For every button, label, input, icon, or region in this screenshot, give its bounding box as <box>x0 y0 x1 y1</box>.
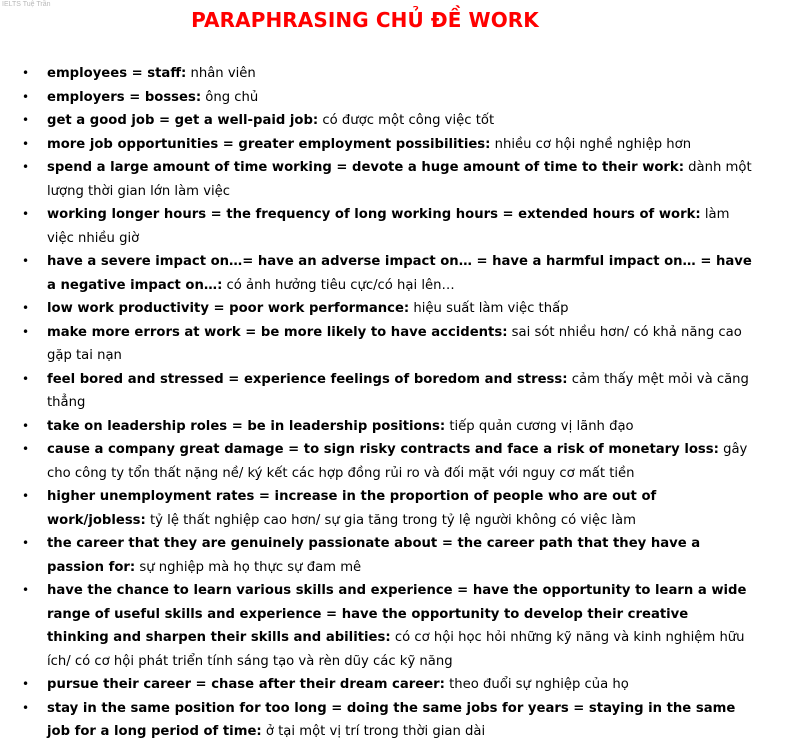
list-item <box>20 86 752 110</box>
vietnamese-meaning: gây cho công ty tổn thất nặng nề/ ký kết các hợp đồng rủi ro và đối mặt với nguy cơ mất tiền <box>47 442 748 481</box>
vietnamese-meaning: ông chủ <box>201 89 259 105</box>
list-item <box>20 579 752 673</box>
english-phrase: feel bored and stressed = experience feelings of boredom and stress: <box>47 371 568 387</box>
vietnamese-meaning: nhiều cơ hội nghề nghiệp hơn <box>490 136 692 152</box>
vietnamese-meaning: tỷ lệ thất nghiệp cao hơn/ sự gia tăng trong tỷ lệ người không có việc làm <box>145 512 636 528</box>
english-phrase: make more errors at work = be more likely to have accidents: <box>47 324 508 340</box>
bullet-icon: • <box>22 418 30 433</box>
vietnamese-meaning: theo đuổi sự nghiệp của họ <box>444 677 629 692</box>
list-item <box>20 133 752 157</box>
list-item <box>20 697 752 744</box>
english-phrase: employers = bosses: <box>47 89 202 105</box>
bullet-icon: • <box>22 324 30 339</box>
english-phrase: get a good job = get a well-paid job: <box>47 113 319 128</box>
vietnamese-meaning: có được một công việc tốt <box>318 113 495 128</box>
bullet-icon: • <box>22 677 30 691</box>
list-item <box>20 156 752 203</box>
bullet-icon: • <box>22 66 30 80</box>
english-phrase: pursue their career = chase after their dream career: <box>47 677 445 692</box>
bullet-icon: • <box>22 583 30 597</box>
list-item <box>20 438 752 485</box>
list-item <box>20 415 752 439</box>
bullet-icon: • <box>22 89 30 104</box>
bullet-icon: • <box>22 207 30 221</box>
page-title: PARAPHRASING CHỦ ĐỀ WORK <box>191 8 539 32</box>
english-phrase: take on leadership roles = be in leadership positions: <box>47 418 446 434</box>
list-item <box>20 321 752 368</box>
english-phrase: working longer hours = the frequency of long working hours = extended hours of work: <box>47 207 701 222</box>
vietnamese-meaning: sai sót nhiều hơn/ có khả năng cao gặp tai nạn <box>47 324 742 363</box>
bullet-icon: • <box>22 160 30 174</box>
bullet-icon: • <box>22 113 30 127</box>
bullet-icon: • <box>22 536 30 550</box>
english-phrase: more job opportunities = greater employment possibilities: <box>47 136 491 152</box>
english-phrase: stay in the same position for too long = doing the same jobs for years = staying in the same job for a long period of time: <box>47 700 736 739</box>
watermark-text: IELTS Tuệ Trần <box>2 1 51 8</box>
vietnamese-meaning: sự nghiệp mà họ thực sự đam mê <box>135 559 362 575</box>
english-phrase: have a severe impact on…= have an adverse impact on… = have a harmful impact on… = have a negative impact on…: <box>47 254 752 293</box>
vietnamese-meaning: có ảnh hưởng tiêu cực/có hại lên… <box>222 277 455 293</box>
english-phrase: higher unemployment rates = increase in the proportion of people who are out of work/jobless: <box>47 489 657 528</box>
vocab-list <box>20 62 752 744</box>
english-phrase: the career that they are genuinely passionate about = the career path that they have a passion for: <box>47 536 701 575</box>
bullet-icon: • <box>22 371 30 386</box>
english-phrase: employees = staff: <box>47 66 187 81</box>
vietnamese-meaning: nhân viên <box>186 66 256 81</box>
english-phrase: have the chance to learn various skills and experience = have the opportunity to learn a wide range of useful skills and experience = have the opportunity to develop their creative thinking and sharpen their skills and abilities: <box>47 583 747 645</box>
vietnamese-meaning: hiệu suất làm việc thấp <box>409 301 569 316</box>
vietnamese-meaning: tiếp quản cương vị lãnh đạo <box>445 418 634 434</box>
bullet-icon: • <box>22 301 30 315</box>
bullet-icon: • <box>22 489 30 503</box>
list-item <box>20 62 752 86</box>
list-item <box>20 203 752 250</box>
list-item <box>20 368 752 415</box>
bullet-icon: • <box>22 136 30 151</box>
vietnamese-meaning: làm việc nhiều giờ <box>47 207 730 246</box>
vietnamese-meaning: ở tại một vị trí trong thời gian dài <box>261 724 486 739</box>
list-item <box>20 109 752 133</box>
bullet-icon: • <box>22 254 30 268</box>
vietnamese-meaning: có cơ hội học hỏi những kỹ năng và kinh nghiệm hữu ích/ có cơ hội phát triển tính sáng tạo và rèn dũy các kỹ năng <box>47 630 745 669</box>
list-item <box>20 485 752 532</box>
bullet-icon: • <box>22 442 30 456</box>
bullet-icon: • <box>22 700 30 715</box>
vietnamese-meaning: cảm thấy mệt mỏi và căng thẳng <box>47 371 749 410</box>
list-item <box>20 297 752 321</box>
list-item <box>20 532 752 579</box>
vietnamese-meaning: dành một lượng thời gian lớn làm việc <box>47 160 752 199</box>
english-phrase: spend a large amount of time working = devote a huge amount of time to their work: <box>47 160 684 175</box>
list-item <box>20 673 752 697</box>
list-item <box>20 250 752 297</box>
english-phrase: low work productivity = poor work performance: <box>47 301 410 316</box>
english-phrase: cause a company great damage = to sign risky contracts and face a risk of monetary loss: <box>47 442 719 457</box>
